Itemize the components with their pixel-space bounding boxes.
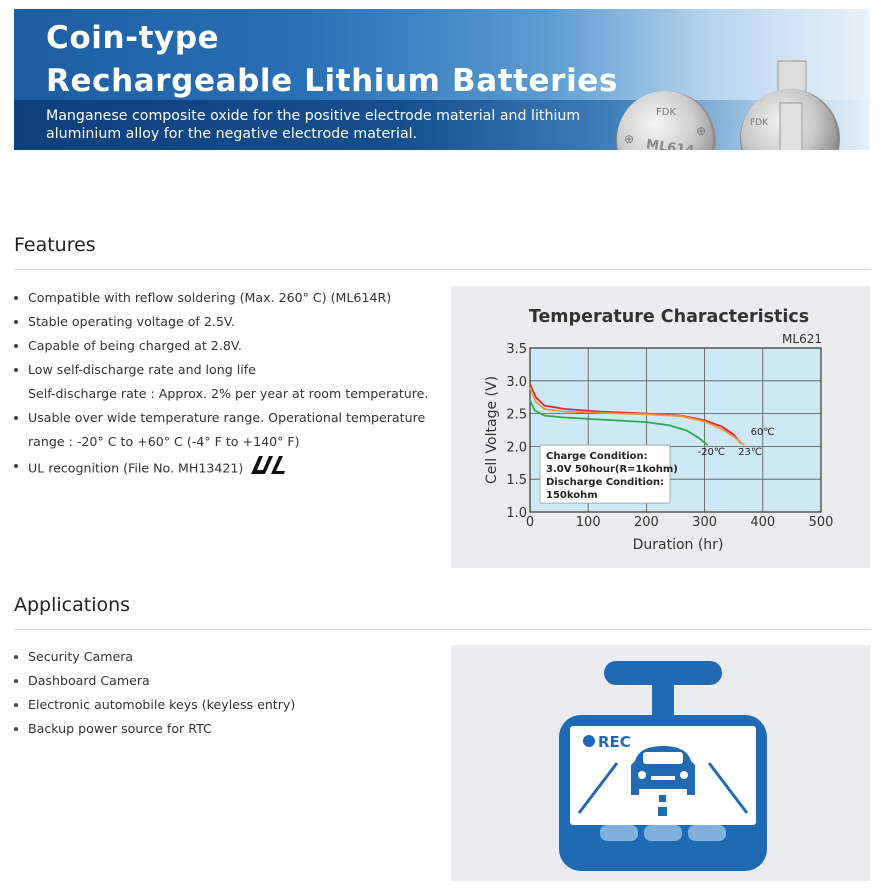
bullet-dot (14, 344, 18, 348)
banner-subtitle: Manganese composite oxide for the positive electrode material and lithium aluminium alloy for the negative electrode material. (46, 108, 581, 142)
series-label: 23℃ (738, 447, 763, 459)
chart-subtitle: ML621 (782, 332, 822, 346)
svg-text:⊕: ⊕ (696, 124, 707, 138)
feature-item: Stable operating voltage of 2.5V. (14, 310, 444, 334)
application-item: Backup power source for RTC (14, 717, 444, 741)
feature-item: Compatible with reflow soldering (Max. 260° C) (ML614R) (14, 286, 444, 310)
bullet-dot (14, 655, 18, 659)
svg-text:JAPAN: JAPAN (808, 146, 828, 172)
bullet-dot (14, 296, 18, 300)
series-label: -20℃ (697, 447, 726, 459)
features-heading: Features (14, 234, 96, 256)
page-title: Coin-type Rechargeable Lithium Batteries (46, 20, 618, 99)
bullet-dot (14, 727, 18, 731)
y-tick-label: 3.5 (506, 342, 527, 357)
x-tick-label: 100 (575, 515, 601, 530)
svg-text:FDK: FDK (656, 107, 677, 118)
series-label: 60℃ (750, 427, 775, 439)
annotation-line: 150kohm (546, 490, 598, 502)
features-divider (14, 269, 870, 270)
x-tick-label: 400 (750, 515, 776, 530)
application-item: Security Camera (14, 645, 444, 669)
bullet-dot (14, 416, 18, 420)
temperature-chart (451, 286, 870, 568)
applications-heading: Applications (14, 594, 131, 616)
feature-item: Low self-discharge rate and long life Self-discharge rate : Approx. 2% per year at room temperature. (14, 358, 444, 406)
application-item: Dashboard Camera (14, 669, 444, 693)
dashcam-icon (451, 645, 870, 881)
feature-item: Capable of being charged at 2.8V. (14, 334, 444, 358)
y-tick-label: 1.0 (506, 506, 527, 521)
y-tick-label: 3.0 (506, 374, 527, 390)
coin-battery-image: FDK ML614 JAPAN ⊕ ⊕ (610, 87, 726, 150)
svg-text:UL: UL (249, 454, 251, 455)
bullet-dot (14, 368, 18, 372)
bullet-dot (14, 320, 18, 324)
y-axis-label: Cell Voltage (V) (484, 375, 500, 485)
bullet-dot (14, 679, 18, 683)
y-tick-label: 2.0 (506, 440, 527, 456)
feature-item: UL recognition (File No. MH13421) UL (14, 454, 444, 484)
svg-text:ML614: ML614 (645, 137, 696, 159)
svg-text:⊕: ⊕ (624, 132, 635, 146)
x-axis-label: Duration (hr) (632, 537, 724, 553)
dashcam-illustration-panel (451, 645, 870, 881)
features-list (14, 286, 444, 484)
product-banner (14, 9, 870, 186)
chart-title: Temperature Characteristics (528, 307, 810, 327)
applications-list (14, 645, 444, 741)
bullet-dot (14, 464, 18, 468)
x-tick-label: 500 (808, 515, 834, 530)
x-tick-label: 300 (692, 515, 718, 530)
y-tick-label: 2.5 (506, 407, 527, 423)
applications-divider (14, 629, 870, 630)
svg-text:FDK: FDK (750, 118, 769, 128)
feature-item: Usable over wide temperature range. Operational temperature range : -20° C to +60° C (-4° F to +140° F) (14, 406, 444, 454)
chart-panel (451, 286, 870, 568)
y-tick-label: 1.5 (506, 473, 527, 489)
rec-indicator: REC (598, 733, 631, 751)
bullet-dot (14, 703, 18, 707)
ul-recognition-logo (249, 454, 289, 484)
svg-text:⊕: ⊕ (750, 149, 760, 162)
x-tick-label: 0 (525, 515, 535, 530)
annotation-line: 3.0V 50hour(R=1kohm) (546, 464, 678, 476)
annotation-line: Charge Condition: (546, 451, 648, 463)
application-item: Electronic automobile keys (keyless entry) (14, 693, 444, 717)
x-tick-label: 200 (633, 515, 659, 530)
coin-battery-tab-image (730, 59, 850, 172)
annotation-line: Discharge Condition: (546, 477, 664, 489)
